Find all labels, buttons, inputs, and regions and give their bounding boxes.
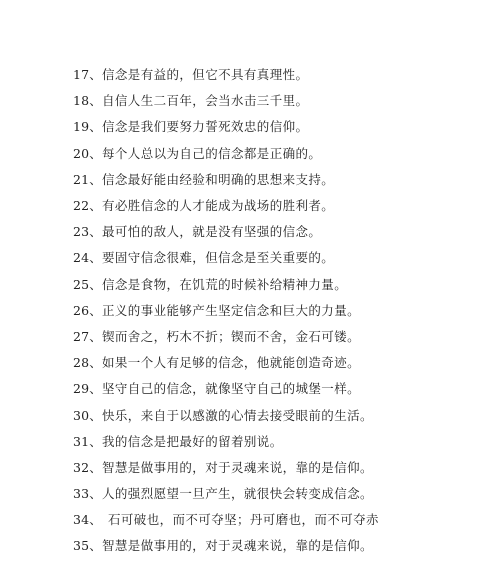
item-text: 坚守自己的信念，就像坚守自己的城堡一样。 (102, 381, 361, 397)
item-number: 31、 (73, 433, 103, 449)
list-item (0, 192, 500, 218)
item-text: 有必胜信念的人才能成为战场的胜利者。 (102, 198, 335, 214)
item-text: 智慧是做事用的，对于灵魂来说，靠的是信仰。 (102, 459, 373, 475)
item-text: 智慧是做事用的，对于灵魂来说，靠的是信仰。 (102, 538, 373, 554)
item-number: 28、 (73, 355, 103, 371)
item-number: 30、 (73, 407, 103, 423)
list-item (0, 532, 500, 558)
item-number: 18、 (73, 93, 103, 109)
item-text: 最可怕的敌人，就是没有坚强的信念。 (102, 224, 322, 240)
item-number: 27、 (73, 328, 103, 344)
list-item (0, 428, 500, 454)
item-number: 19、 (73, 119, 103, 135)
list-item (0, 218, 500, 244)
item-text: 快乐，来自于以感激的心情去接受眼前的生活。 (102, 407, 373, 423)
item-text: 信念是我们要努力誓死效忠的信仰。 (102, 119, 309, 135)
list-item (0, 349, 500, 375)
list-item (0, 454, 500, 480)
list-item (0, 506, 500, 532)
item-text: 锲而舍之，朽木不折；锲而不舍，金石可镂。 (102, 328, 361, 344)
list-item (0, 244, 500, 270)
list-item (0, 113, 500, 139)
item-number: 17、 (73, 67, 103, 83)
list-item (0, 140, 500, 166)
item-number: 23、 (73, 224, 103, 240)
item-number: 26、 (73, 302, 103, 318)
item-text: 如果一个人有足够的信念，他就能创造奇迹。 (102, 355, 361, 371)
item-text: 自信人生二百年，会当水击三千里。 (102, 93, 309, 109)
item-number: 34、 (73, 512, 103, 528)
item-text: 信念是食物，在饥荒的时候补给精神力量。 (102, 276, 348, 292)
item-number: 24、 (73, 250, 103, 266)
item-number: 33、 (73, 486, 103, 502)
list-item (0, 480, 500, 506)
list-item (0, 375, 500, 401)
item-number: 25、 (73, 276, 103, 292)
item-text: 要固守信念很难，但信念是至关重要的。 (102, 250, 335, 266)
item-text: 信念是有益的，但它不具有真理性。 (102, 67, 309, 83)
list-item (0, 297, 500, 323)
item-number: 22、 (73, 198, 103, 214)
list-item (0, 166, 500, 192)
list-item (0, 271, 500, 297)
item-number: 35、 (73, 538, 103, 554)
list-item (0, 401, 500, 427)
item-text: 人的强烈愿望一旦产生，就很快会转变成信念。 (102, 486, 373, 502)
item-text: 信念最好能由经验和明确的思想来支持。 (102, 171, 335, 187)
item-number: 32、 (73, 459, 103, 475)
list-item (0, 87, 500, 113)
quote-list (0, 61, 500, 559)
item-text: 每个人总以为自己的信念都是正确的。 (102, 145, 322, 161)
item-number: 21、 (73, 171, 103, 187)
item-text: 石可破也，而不可夺坚；丹可磨也，而不可夺赤 (108, 512, 379, 528)
item-text: 我的信念是把最好的留着别说。 (102, 433, 283, 449)
list-item (0, 323, 500, 349)
item-number: 20、 (73, 145, 103, 161)
item-text: 正义的事业能够产生坚定信念和巨大的力量。 (102, 302, 361, 318)
item-number: 29、 (73, 381, 103, 397)
list-item (0, 61, 500, 87)
